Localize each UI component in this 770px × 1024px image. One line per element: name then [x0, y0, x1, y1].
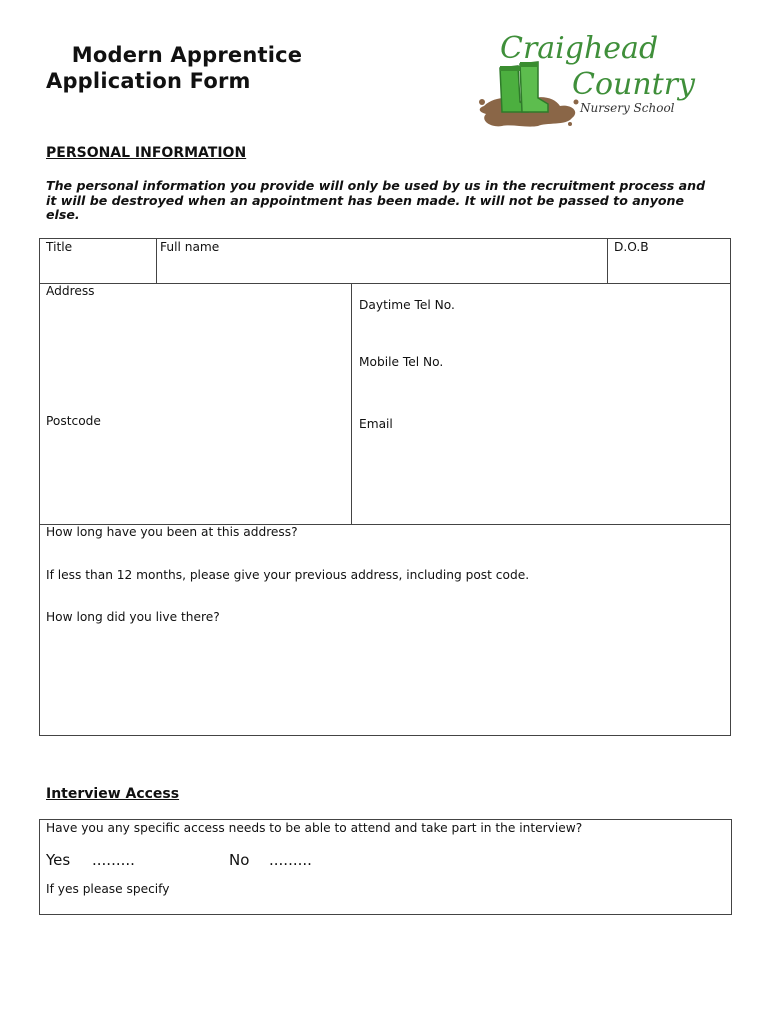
address-field-label[interactable]: Address [46, 284, 95, 298]
personal-info-intro: The personal information you provide will only be used by us in the recruitment process and it will be destroyed when an appointment has been made. It will not be passed to anyone else. [46, 178, 706, 222]
full-name-field-label[interactable]: Full name [160, 240, 220, 254]
mud-drop [568, 122, 572, 126]
logo-text-country: Country [572, 67, 696, 102]
yes-option-dots[interactable]: ......... [92, 851, 135, 869]
boot-trim [500, 66, 520, 71]
form-title-line1: Modern Apprentice [71, 43, 303, 67]
how-long-at-address-label[interactable]: How long have you been at this address? [46, 525, 298, 539]
divider [40, 283, 730, 284]
logo-text-craighead: Craighead [500, 31, 659, 66]
email-field-label[interactable]: Email [359, 417, 393, 431]
logo-text-nursery: Nursery School [580, 101, 675, 115]
divider [156, 239, 157, 283]
title-field-label[interactable]: Title [46, 240, 73, 254]
previous-address-label[interactable]: If less than 12 months, please give your previous address, including post code. [46, 568, 530, 582]
personal-info-table [39, 238, 731, 736]
daytime-tel-field-label[interactable]: Daytime Tel No. [359, 298, 455, 312]
how-long-lived-there-label[interactable]: How long did you live there? [46, 610, 220, 624]
divider [351, 283, 352, 524]
interview-access-heading: Interview Access [46, 786, 180, 802]
craighead-country-logo [476, 28, 696, 132]
mud-drop [479, 99, 485, 105]
interview-access-table [39, 819, 732, 915]
personal-info-heading: PERSONAL INFORMATION [46, 145, 247, 161]
specify-access-label[interactable]: If yes please specify [46, 882, 170, 896]
divider [607, 239, 608, 283]
no-option-label[interactable]: No [229, 851, 250, 869]
form-title [46, 42, 328, 94]
right-boot [520, 62, 548, 112]
logo-graphic [476, 28, 696, 132]
form-title-line2: Application Form [46, 69, 251, 93]
access-needs-question: Have you any specific access needs to be able to attend and take part in the interview? [46, 821, 583, 835]
no-option-dots[interactable]: ......... [269, 851, 312, 869]
postcode-field-label[interactable]: Postcode [46, 414, 101, 428]
yes-option-label[interactable]: Yes [46, 851, 71, 869]
mobile-tel-field-label[interactable]: Mobile Tel No. [359, 355, 444, 369]
dob-field-label[interactable]: D.O.B [614, 240, 649, 254]
